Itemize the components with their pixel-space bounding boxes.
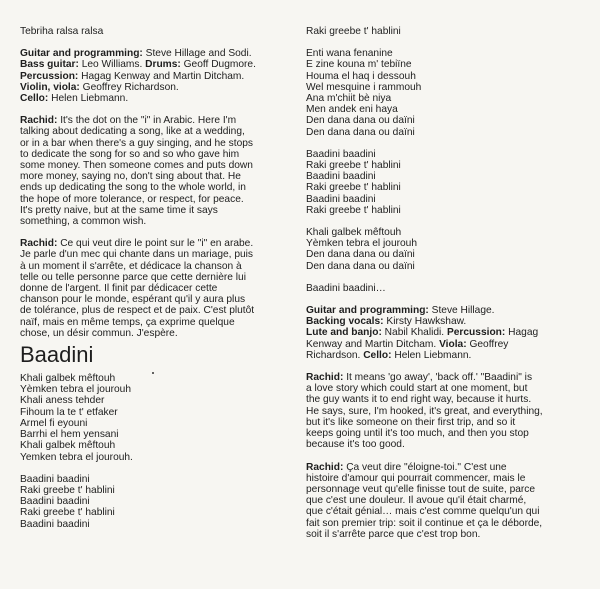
rachid-comment-english — [20, 115, 290, 227]
credit-text: Geoffrey — [466, 338, 509, 350]
credit-text: Geoff Dugmore. — [180, 59, 256, 71]
credit-label: Backing vocals: — [306, 316, 384, 328]
lyric-line: Baadini baadini — [306, 148, 376, 160]
rachid-comment-french — [20, 238, 290, 339]
lyric-line: Fihoum la te t' etfaker — [20, 406, 118, 418]
comment-line: or in a bar when there's a guy singing, and he stops — [20, 137, 254, 149]
lyric-line: Yèmken tebra el jourouh — [306, 238, 417, 250]
lyric-line: Houma el haq i dessouh — [306, 70, 416, 82]
lyric-line: Raki greebe t' hablini — [306, 26, 401, 37]
comment-line: Je parle d'un mec qui chante dans un mariage, puis — [20, 249, 254, 261]
lyric-line: Yemken tebra el jourouh. — [20, 451, 133, 463]
speaker-label: Rachid: — [20, 115, 58, 127]
comment-line: soit il s'arrête parce que c'est trop bon. — [306, 528, 481, 540]
comment-line: que c'est une douleur. Il avoue qu'il était charmé, — [306, 495, 527, 507]
comment-line: the hope of more tolerance, or respect, for peace. — [20, 193, 244, 205]
lyric-line: Men andek eni haya — [306, 104, 398, 116]
lyric-line: Enti wana fenanine — [306, 48, 393, 60]
speaker-label: Rachid: — [306, 461, 344, 473]
comment-line: histoire d'amour qui pourrait commencer, mais le — [306, 472, 526, 484]
comment-line: de tolérance, plus de respect et de paix. C'est plutôt — [20, 305, 255, 317]
comment-line: chose, un désir commun. J'espère. — [20, 327, 178, 339]
lyric-line: Khali aness tehder — [20, 395, 105, 407]
comment-line: Ce qui veut dire le point sur le "i" en arabe. — [57, 238, 254, 250]
comment-line: because it's too good. — [306, 439, 405, 451]
comment-line: He says, sure, I'm hooked, it's great, and everything, — [306, 405, 543, 417]
comment-line: que c'était génial… mais c'est comme quelqu'un qui — [306, 506, 540, 518]
lyric-line: Armel fi eyouni — [20, 417, 88, 429]
credit-line — [306, 327, 582, 338]
lyric-line: Den dana dana ou daïni — [306, 115, 415, 127]
comment-line: telle ou telle personne parce que cette dernière lui — [20, 271, 246, 283]
chorus-block — [20, 474, 290, 530]
comment-line: ends up dedicating the song to the whole world, in — [20, 182, 246, 194]
verse-block — [306, 227, 582, 272]
credit-label: Drums: — [145, 59, 181, 71]
comment-line: It means 'go away', 'back off.' "Baadini" is — [343, 372, 533, 384]
lyric-line: Den dana dana ou daïni — [306, 249, 415, 261]
comment-line: naïf, mais en même temps, ça exprime quelque — [20, 316, 235, 328]
credit-label: Cello: — [20, 93, 49, 105]
speck-mark — [152, 372, 154, 374]
lyric-line: Baadini baadini — [20, 473, 90, 485]
comment-line: talking about dedicating a song, like at a wedding, — [20, 126, 245, 138]
credit-label: Percussion: — [446, 327, 506, 339]
comment-line: something, a common wish. — [20, 216, 147, 228]
comment-line: but it's like someone on their first trip, and so it — [306, 416, 516, 428]
credit-label: Percussion: — [20, 70, 79, 82]
credit-line — [306, 350, 582, 361]
comment-line: donne de l'argent. Il finit par dédicacer cette — [20, 283, 218, 295]
comment-line: fait son premier trip: soit il continue et ça le déborde, — [306, 517, 543, 529]
credit-text: Steve Hillage and Sodi. — [142, 48, 252, 60]
lyric-line: Khali galbek mêftouh — [20, 373, 116, 385]
credits-block — [20, 48, 290, 104]
comment-line: more money, saying no, don't sing about that. He — [20, 171, 241, 183]
verse-block — [20, 373, 290, 463]
lyric-line: Den dana dana ou daïni — [306, 260, 415, 272]
credit-line — [306, 339, 582, 350]
lyric-line: Barrhi el hem yensani — [20, 429, 119, 441]
speaker-label: Rachid: — [306, 372, 344, 384]
credit-text: Hagag — [505, 327, 539, 339]
credit-text: Richardson. — [306, 349, 364, 361]
rachid-comment-english — [306, 372, 582, 450]
comment-line: the guy wants it to end right way, because it hurts. — [306, 394, 532, 406]
comment-line: keeps going until it's too much, and then you stop — [306, 428, 529, 440]
speaker-label: Rachid: — [20, 238, 58, 250]
credit-label: Viola: — [439, 338, 467, 350]
comment-line: a love story which could start at one moment, but — [306, 383, 528, 395]
lyric-line: E zine kouna m' tebiïne — [306, 59, 412, 71]
credit-text: Kenway and Martin Ditcham. — [306, 338, 440, 350]
credit-line — [306, 305, 582, 316]
chorus-block — [306, 149, 582, 216]
comment-line: some money. Then someone comes and puts down — [20, 160, 253, 172]
lyric-line: Ana m'chiit bè niya — [306, 93, 392, 105]
lyric-line: Den dana dana ou daïni — [306, 126, 415, 138]
credit-text: Hagag Kenway and Martin Ditcham. — [78, 70, 245, 82]
comment-line: It's the dot on the "i" in Arabic. Here I'm — [57, 115, 237, 127]
credit-text: Helen Liebmann. — [48, 93, 129, 105]
comment-line: chanson pour le monde, espérant qu'il y aura plus — [20, 294, 246, 306]
rachid-comment-french — [306, 462, 582, 540]
lyric-line: Baadini baadini — [20, 496, 90, 508]
lyric-line: Raki greebe t' hablini — [306, 204, 401, 216]
credit-label: Cello: — [363, 349, 392, 361]
comment-line: personnage veut qu'elle finisse tout de suite, parce — [306, 483, 536, 495]
verse-block — [306, 48, 582, 138]
credit-line — [20, 82, 290, 93]
lyric-line: Khali galbek mêftouh — [306, 227, 402, 239]
song-title: Baadini — [20, 342, 94, 368]
comment-line: to dedicate the song for so and so who gave him — [20, 148, 240, 160]
credit-label: Guitar and programming: — [20, 48, 143, 60]
lyric-line: Raki greebe t' hablini — [20, 484, 115, 496]
lyric-line: Baadini baadini — [306, 171, 376, 183]
left-column — [20, 26, 290, 541]
credit-text: Steve Hillage. — [428, 305, 495, 317]
credit-text: Kirsty Hawkshaw. — [383, 316, 467, 328]
credit-line — [20, 93, 290, 104]
credit-line — [20, 71, 290, 82]
lyric-line: Raki greebe t' hablini — [306, 160, 401, 172]
credit-text: Geoffrey Richardson. — [79, 81, 179, 93]
credit-line — [20, 48, 290, 59]
credit-label: Guitar and programming: — [306, 305, 429, 317]
credit-text: Helen Liebmann. — [391, 349, 472, 361]
lyric-line: Baadini baadini… — [306, 282, 386, 294]
lyric-line: Raki greebe t' hablini — [20, 507, 115, 519]
credit-text: Nabil Khalidi. — [381, 327, 447, 339]
lyric-line: Khali galbek mêftouh — [20, 440, 116, 452]
lyric-line: Raki greebe t' hablini — [306, 182, 401, 194]
credit-label: Bass guitar: — [20, 59, 79, 71]
comment-line: It's pretty naive, but at the same time it says — [20, 204, 218, 216]
credits-block — [306, 305, 582, 361]
credit-label: Violin, viola: — [20, 81, 80, 93]
credit-label: Lute and banjo: — [306, 327, 382, 339]
comment-line: à un moment il s'arrête, et dédicace la chanson à — [20, 260, 242, 272]
comment-line: Ça veut dire "éloigne-toi." C'est une — [343, 461, 507, 473]
lyric-line: Baadini baadini — [306, 193, 376, 205]
lyric-line: Baadini baadini — [20, 518, 90, 530]
lyric-line: Yèmken tebra el jourouh — [20, 384, 131, 396]
credit-line — [20, 59, 290, 70]
intro-line: Tebriha ralsa ralsa — [20, 26, 104, 37]
lyric-line: Wel mesquine i rammouh — [306, 81, 422, 93]
credit-text: Leo Williams. — [78, 59, 146, 71]
right-column — [306, 26, 582, 551]
credit-line — [306, 316, 582, 327]
